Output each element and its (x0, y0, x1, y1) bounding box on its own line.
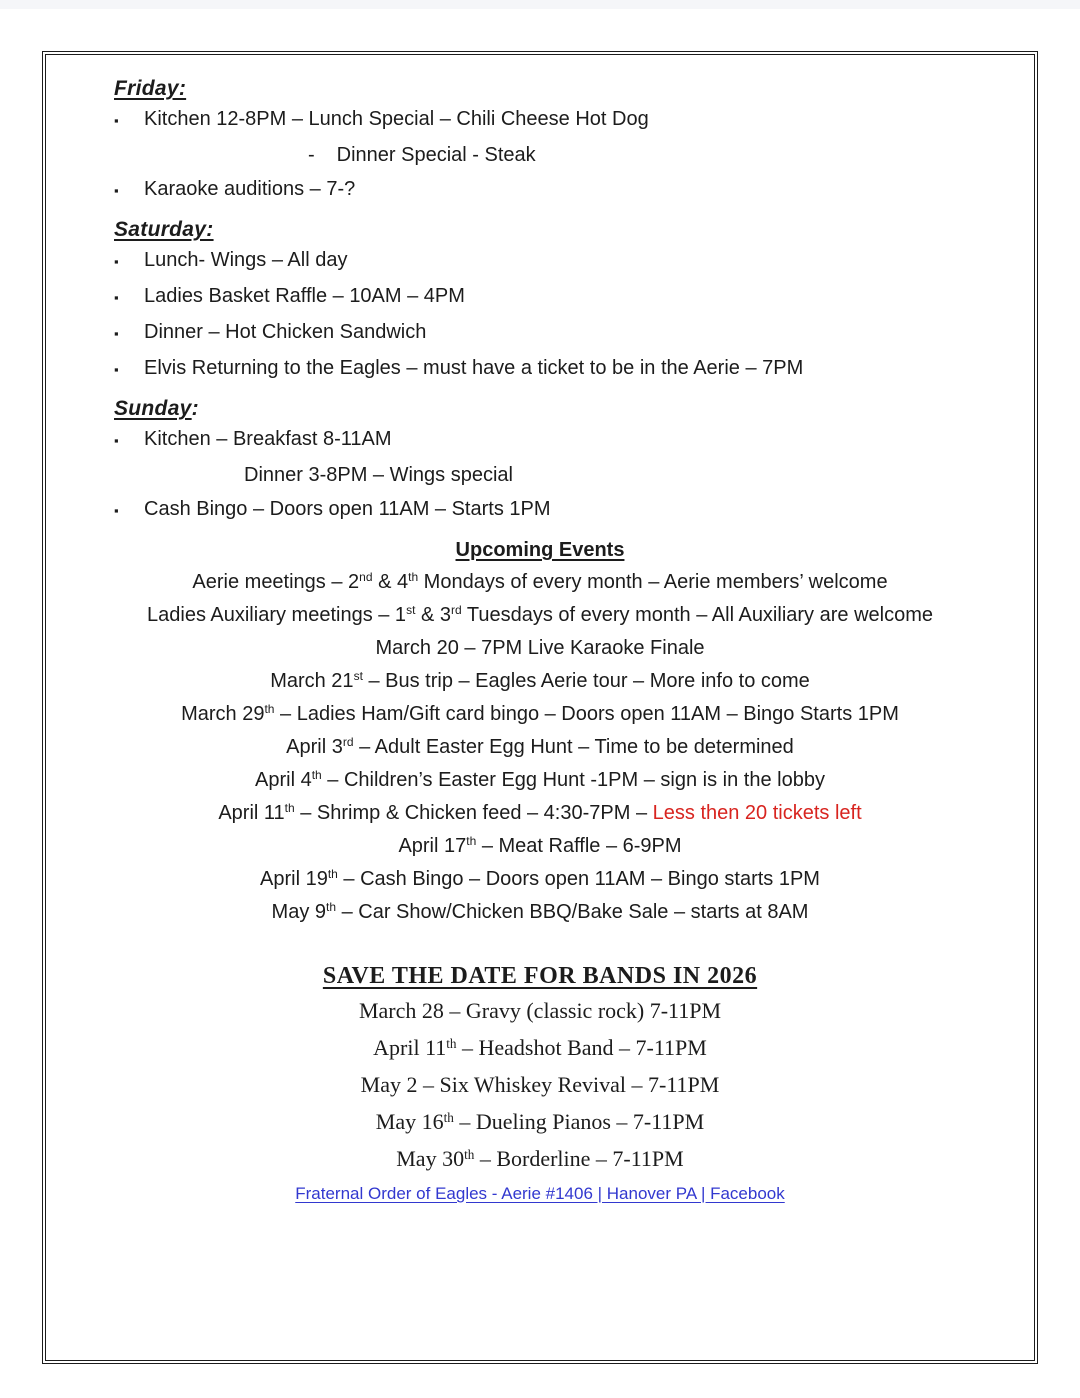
upcoming-event-line (46, 770, 1034, 790)
ordinal-superscript: st (353, 669, 363, 684)
text-segment: May 30 (396, 1146, 465, 1171)
text-segment: April 4 (255, 769, 312, 791)
upcoming-event-line (46, 704, 1034, 724)
weekend-schedule (46, 77, 1034, 521)
bullet-text (144, 250, 347, 270)
bullet-text (144, 499, 551, 519)
text-segment: April 19 (260, 868, 328, 890)
text-segment: April 11 (373, 1035, 447, 1060)
day-section-saturday (114, 218, 966, 380)
text-segment: Lunch- Wings – All day (144, 249, 348, 271)
text-segment: – Cash Bingo – Doors open 11AM – Bingo starts 1PM (337, 868, 820, 890)
bands-title: SAVE THE DATE FOR BANDS IN 2026 (322, 963, 758, 989)
text-segment: – Children’s Easter Egg Hunt -1PM – sign is in the lobby (321, 769, 825, 791)
band-event-line (46, 1035, 1034, 1061)
text-segment: – Bus trip – Eagles Aerie tour – More info to come (362, 670, 810, 692)
upcoming-events-list (46, 572, 1034, 922)
day-section-sunday (114, 397, 966, 521)
day-heading-text: Friday: (114, 77, 187, 100)
footer (46, 1183, 1034, 1205)
ordinal-superscript: th (466, 834, 477, 849)
band-event-line (46, 1072, 1034, 1098)
day-heading-text: Saturday: (114, 218, 214, 241)
bullet-text (144, 109, 649, 129)
bullet-text (144, 179, 355, 199)
square-bullet-icon: ▪ (114, 113, 119, 128)
schedule-continuation-line (114, 145, 966, 165)
schedule-bullet-item (114, 109, 966, 131)
text-segment: Tuesdays of every month – All Auxiliary are welcome (461, 604, 933, 626)
text-segment: – Meat Raffle – 6-9PM (476, 835, 682, 857)
square-bullet-icon: ▪ (114, 503, 119, 518)
text-segment: Mondays of every month – Aerie members’ welcome (418, 571, 888, 593)
text-segment: – Adult Easter Egg Hunt – Time to be determined (353, 736, 794, 758)
text-segment: May 9 (271, 901, 326, 923)
upcoming-event-line (46, 869, 1034, 889)
upcoming-events-title: Upcoming Events (455, 539, 625, 561)
ordinal-superscript: th (446, 1035, 457, 1051)
text-segment: Dinner 3-8PM – Wings special (244, 464, 513, 486)
text-segment: – Car Show/Chicken BBQ/Bake Sale – starts at 8AM (336, 901, 809, 923)
text-segment: & 3 (415, 604, 451, 626)
upcoming-event-line (46, 803, 1034, 823)
bullet-text (144, 358, 803, 378)
dash-marker: - (308, 144, 315, 166)
band-event-line (46, 1146, 1034, 1172)
upcoming-event-line (46, 737, 1034, 757)
square-bullet-icon: ▪ (114, 254, 119, 269)
ordinal-superscript: th (443, 1109, 454, 1125)
text-segment: March 29 (181, 703, 265, 725)
upcoming-event-line (46, 605, 1034, 625)
bands-section (46, 961, 1034, 1172)
text-segment: Karaoke auditions – 7-? (144, 178, 356, 200)
text-segment: April 17 (398, 835, 467, 857)
text-segment: Aerie meetings – 2 (192, 571, 360, 593)
upcoming-event-line (46, 671, 1034, 691)
text-segment: March 28 – Gravy (classic rock) 7-11PM (358, 998, 722, 1023)
band-event-line (46, 998, 1034, 1024)
upcoming-events-section (46, 538, 1034, 922)
bullet-text (144, 322, 426, 342)
day-heading-text: Sunday (114, 397, 192, 420)
highlight-red-text: Less then 20 tickets left (652, 802, 862, 824)
schedule-bullet-item (114, 179, 966, 201)
upcoming-event-line (46, 902, 1034, 922)
square-bullet-icon: ▪ (114, 290, 119, 305)
bands-list (46, 998, 1034, 1172)
bullet-text (144, 286, 465, 306)
text-segment: April 3 (286, 736, 343, 758)
text-segment: – Dueling Pianos – 7-11PM (453, 1109, 705, 1134)
ordinal-superscript: th (326, 900, 337, 915)
screen-top-strip (0, 0, 1080, 9)
text-segment: Ladies Auxiliary meetings – 1 (147, 604, 407, 626)
ordinal-superscript: rd (342, 735, 354, 750)
ordinal-superscript: th (327, 867, 338, 882)
day-heading-colon: : (191, 397, 199, 420)
ordinal-superscript: th (311, 768, 322, 783)
ordinal-superscript: th (408, 570, 419, 585)
ordinal-superscript: th (284, 801, 295, 816)
ordinal-superscript: th (464, 1146, 475, 1162)
text-segment: March 20 – 7PM Live Karaoke Finale (375, 637, 705, 659)
text-segment: Elvis Returning to the Eagles – must have a ticket to be in the Aerie – 7PM (144, 357, 804, 379)
text-segment: & 4 (372, 571, 409, 593)
text-segment: Kitchen – Breakfast 8-11AM (144, 428, 392, 450)
schedule-continuation-line (114, 465, 966, 485)
schedule-bullet-item (114, 322, 966, 344)
ordinal-superscript: nd (359, 570, 373, 585)
text-segment: Cash Bingo – Doors open 11AM – Starts 1PM (144, 498, 551, 520)
ordinal-superscript: th (264, 702, 275, 717)
text-segment: Ladies Basket Raffle – 10AM – 4PM (144, 285, 465, 307)
ordinal-superscript: st (406, 603, 416, 618)
schedule-bullet-item (114, 358, 966, 380)
text-segment: – Ladies Ham/Gift card bingo – Doors open 11AM – Bingo Starts 1PM (274, 703, 899, 725)
day-heading (114, 397, 966, 421)
text-segment: – Borderline – 7-11PM (474, 1146, 684, 1171)
facebook-link[interactable]: Fraternal Order of Eagles - Aerie #1406 | Hanover PA | Facebook (295, 1184, 785, 1203)
text-segment: Kitchen 12-8PM – Lunch Special – Chili Cheese Hot Dog (144, 108, 649, 130)
schedule-bullet-item (114, 499, 966, 521)
text-segment: April 11 (218, 802, 285, 824)
schedule-bullet-item (114, 429, 966, 451)
day-heading (114, 218, 966, 242)
text-segment: March 21 (270, 670, 354, 692)
day-heading (114, 77, 966, 101)
square-bullet-icon: ▪ (114, 362, 119, 377)
bullet-text (144, 429, 392, 449)
square-bullet-icon: ▪ (114, 326, 119, 341)
upcoming-event-line (46, 638, 1034, 658)
text-segment: May 16 (375, 1109, 444, 1134)
schedule-bullet-item (114, 250, 966, 272)
text-segment: Dinner – Hot Chicken Sandwich (144, 321, 427, 343)
upcoming-event-line (46, 572, 1034, 592)
text-segment: May 2 – Six Whiskey Revival – 7-11PM (360, 1072, 720, 1097)
square-bullet-icon: ▪ (114, 183, 119, 198)
text-segment: – Shrimp & Chicken feed – 4:30-7PM – (294, 802, 653, 824)
text-segment: – Headshot Band – 7-11PM (456, 1035, 707, 1060)
text-segment: Dinner Special - Steak (336, 144, 536, 166)
square-bullet-icon: ▪ (114, 433, 119, 448)
ordinal-superscript: rd (450, 603, 462, 618)
schedule-bullet-item (114, 286, 966, 308)
upcoming-event-line (46, 836, 1034, 856)
band-event-line (46, 1109, 1034, 1135)
document-border-frame (42, 51, 1038, 1364)
day-section-friday (114, 77, 966, 201)
